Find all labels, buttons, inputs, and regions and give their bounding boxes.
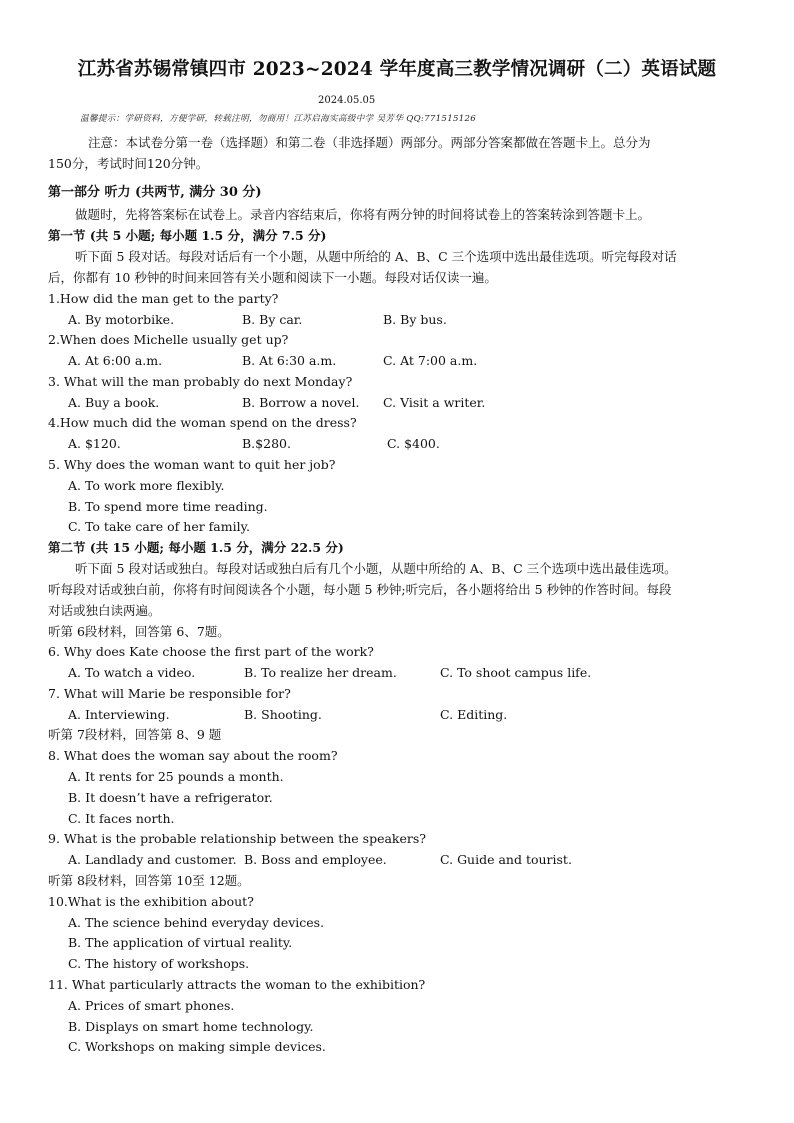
- q4-option-c: C. $400.: [387, 436, 440, 451]
- material-7-heading: 听第 7段材料，回答第 8、9 题: [48, 727, 222, 742]
- q1-option-a: A. By motorbike.: [68, 312, 175, 327]
- q2-option-b: B. At 6:30 a.m.: [242, 353, 337, 368]
- q8-option-a: A. It rents for 25 pounds a month.: [68, 769, 284, 784]
- section2-heading: 第二节 (共 15 小题; 每小题 1.5 分，满分 22.5 分): [48, 540, 344, 555]
- notice-line-1: 注意：本试卷分第一卷（选择题）和第二卷（非选择题）两部分。两部分答案都做在答题卡上。总分为: [88, 135, 651, 150]
- exam-date: 2024.05.05: [318, 95, 376, 106]
- q7-option-c: C. Editing.: [440, 707, 508, 722]
- q10-option-a: A. The science behind everyday devices.: [68, 915, 325, 930]
- q10-option-b: B. The application of virtual reality.: [68, 935, 293, 950]
- reminder-note: 温馨提示：学研资料，方便学研，转载注明，勿商用！江苏启海实高级中学 吴芳华 QQ:771515126: [80, 114, 477, 124]
- section1-heading: 第一节 (共 5 小题; 每小题 1.5 分，满分 7.5 分): [48, 228, 327, 243]
- material-6-heading: 听第 6段材料，回答第 6、7题。: [48, 624, 230, 639]
- exam-title: 江苏省苏锡常镇四市 2023~2024 学年度高三教学情况调研（二）英语试题: [77, 59, 717, 80]
- question-11: 11. What particularly attracts the woman to the exhibition?: [48, 977, 426, 992]
- q9-option-c: C. Guide and tourist.: [440, 852, 572, 867]
- q11-option-b: B. Displays on smart home technology.: [68, 1019, 314, 1034]
- q6-option-b: B. To realize her dream.: [244, 665, 397, 680]
- section2-instr-3: 对话或独白读两遍。: [48, 603, 161, 618]
- q8-option-b: B. It doesn’t have a refrigerator.: [68, 790, 273, 805]
- part1-heading: 第一部分 听力 (共两节, 满分 30 分): [48, 185, 262, 200]
- q9-option-a: A. Landlady and customer.: [68, 852, 237, 867]
- q3-option-c: C. Visit a writer.: [383, 395, 486, 410]
- section1-instr-2: 后，你都有 10 秒钟的时间来回答有关小题和阅读下一小题。每段对话仅读一遍。: [48, 270, 497, 285]
- question-9: 9. What is the probable relationship between the speakers?: [48, 831, 426, 846]
- q11-option-c: C. Workshops on making simple devices.: [68, 1039, 326, 1054]
- q1-option-c: B. By bus.: [383, 312, 447, 327]
- question-10: 10.What is the exhibition about?: [48, 894, 254, 909]
- q7-option-a: A. Interviewing.: [68, 707, 170, 722]
- q6-option-c: C. To shoot campus life.: [440, 665, 592, 680]
- q8-option-c: C. It faces north.: [68, 811, 175, 826]
- question-7: 7. What will Marie be responsible for?: [48, 686, 291, 701]
- question-1: 1.How did the man get to the party?: [48, 291, 279, 306]
- section2-instr-2: 听每段对话或独白前，你将有时间阅读各个小题，每小题 5 秒钟;听完后，各小题将给出 5 秒钟的作答时间。每段: [48, 582, 672, 597]
- q3-option-a: A. Buy a book.: [68, 395, 160, 410]
- section2-instr-1: 听下面 5 段对话或独白。每段对话或独白后有几个小题，从题中所给的 A、B、C 三个选项中选出最佳选项。: [75, 561, 677, 576]
- question-6: 6. Why does Kate choose the first part of the work?: [48, 644, 374, 659]
- q4-option-a: A. $120.: [68, 436, 121, 451]
- part1-intro: 做题时，先将答案标在试卷上。录音内容结束后，你将有两分钟的时间将试卷上的答案转涂到答题卡上。: [75, 207, 651, 222]
- notice-line-2: 150分，考试时间120分钟。: [48, 156, 209, 171]
- q5-option-c: C. To take care of her family.: [68, 519, 250, 534]
- q5-option-a: A. To work more flexibly.: [68, 478, 225, 493]
- question-3: 3. What will the man probably do next Monday?: [48, 374, 353, 389]
- question-5: 5. Why does the woman want to quit her job?: [48, 457, 336, 472]
- material-8-heading: 听第 8段材料，回答第 10至 12题。: [48, 873, 250, 888]
- q7-option-b: B. Shooting.: [244, 707, 322, 722]
- q5-option-b: B. To spend more time reading.: [68, 499, 268, 514]
- q4-option-b: B.$280.: [242, 436, 291, 451]
- q6-option-a: A. To watch a video.: [68, 665, 196, 680]
- section1-instr-1: 听下面 5 段对话。每段对话后有一个小题，从题中所给的 A、B、C 三个选项中选出最佳选项。听完每段对话: [75, 249, 677, 264]
- q9-option-b: B. Boss and employee.: [244, 852, 387, 867]
- q10-option-c: C. The history of workshops.: [68, 956, 250, 971]
- q3-option-b: B. Borrow a novel.: [242, 395, 360, 410]
- question-2: 2.When does Michelle usually get up?: [48, 332, 289, 347]
- q1-option-b: B. By car.: [242, 312, 303, 327]
- question-4: 4.How much did the woman spend on the dress?: [48, 415, 357, 430]
- q11-option-a: A. Prices of smart phones.: [68, 998, 235, 1013]
- question-8: 8. What does the woman say about the room?: [48, 748, 338, 763]
- q2-option-c: C. At 7:00 a.m.: [383, 353, 478, 368]
- q2-option-a: A. At 6:00 a.m.: [68, 353, 163, 368]
